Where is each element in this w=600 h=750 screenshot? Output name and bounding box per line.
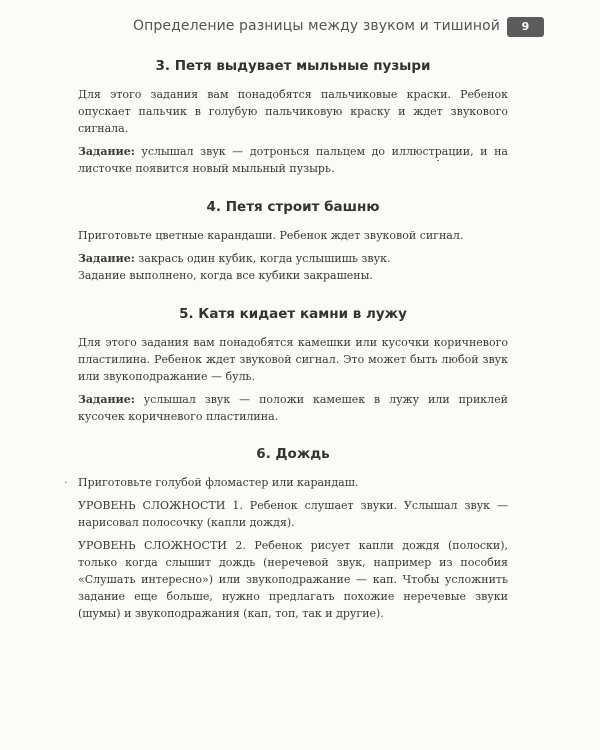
level-1-text: Ребенок слушает звуки. Услышал звук — нарисовал полосочку (капли дождя).	[78, 499, 509, 529]
section-5	[78, 306, 508, 425]
level-2-text: Ребенок рисует капли дождя (полоски), только когда слышит дождь (неречевой звук, например из пособия «Слушать интересно») или звукоподражание — кап. Чтобы усложнить задание еще больше, нужно предлагать похожие неречевые звуки (шумы) и звукоподражания (кап, топ, так и другие).	[78, 539, 509, 620]
section-6	[64, 446, 509, 622]
bullet-text: Приготовьте голубой фломастер или карандаш.	[78, 476, 359, 489]
task-label: Задание:	[78, 145, 135, 158]
section-3	[78, 58, 508, 177]
section-title: 3. Петя выдувает мыльные пузыри	[155, 58, 431, 74]
task-label: Задание:	[78, 393, 135, 406]
section-title: 5. Катя кидает камни в лужу	[179, 306, 407, 322]
section-paragraph: Для этого задания вам понадобятся пальчиковые краски. Ребенок опускает пальчик в голубую пальчиковую краску и ждет звукового сигнала.	[78, 88, 508, 135]
task-paragraph	[78, 250, 508, 267]
bullet-paragraph	[64, 474, 508, 491]
page-number-badge: 9	[507, 17, 544, 37]
section-title: 4. Петя строит башню	[206, 199, 380, 215]
task-text: услышал звук — положи камешек в лужу или приклей кусочек коричневого пластилина.	[78, 393, 508, 423]
task-text: закрась один кубик, когда услышишь звук.	[134, 252, 391, 265]
level-1-label: УРОВЕНЬ СЛОЖНОСТИ 1.	[78, 499, 243, 512]
section-title: 6. Дождь	[256, 446, 330, 462]
task-paragraph	[78, 143, 508, 177]
page-content	[64, 58, 509, 644]
task-label: Задание:	[78, 252, 135, 265]
bullet-dot: ·	[64, 476, 68, 489]
task-text: услышал звук — дотронься пальцем до иллюстрации, и на листочке появится новый мыльный пузырь.	[78, 145, 508, 175]
task-paragraph-continued: Задание выполнено, когда все кубики закрашены.	[78, 269, 373, 282]
level-1-paragraph	[78, 497, 508, 531]
section-4	[78, 199, 508, 284]
section-paragraph: Приготовьте цветные карандаши. Ребенок ждет звуковой сигнал.	[78, 229, 464, 242]
section-paragraph: Для этого задания вам понадобятся камешки или кусочки коричневого пластилина. Ребенок ждет звуковой сигнал. Это может быть любой звук или звукоподражание — буль.	[78, 336, 508, 383]
running-header	[0, 17, 600, 39]
task-paragraph	[78, 391, 508, 425]
level-2-label: УРОВЕНЬ СЛОЖНОСТИ 2.	[78, 539, 246, 552]
running-header-title: Определение разницы между звуком и тишиной	[133, 18, 500, 34]
level-2-paragraph	[78, 537, 508, 622]
